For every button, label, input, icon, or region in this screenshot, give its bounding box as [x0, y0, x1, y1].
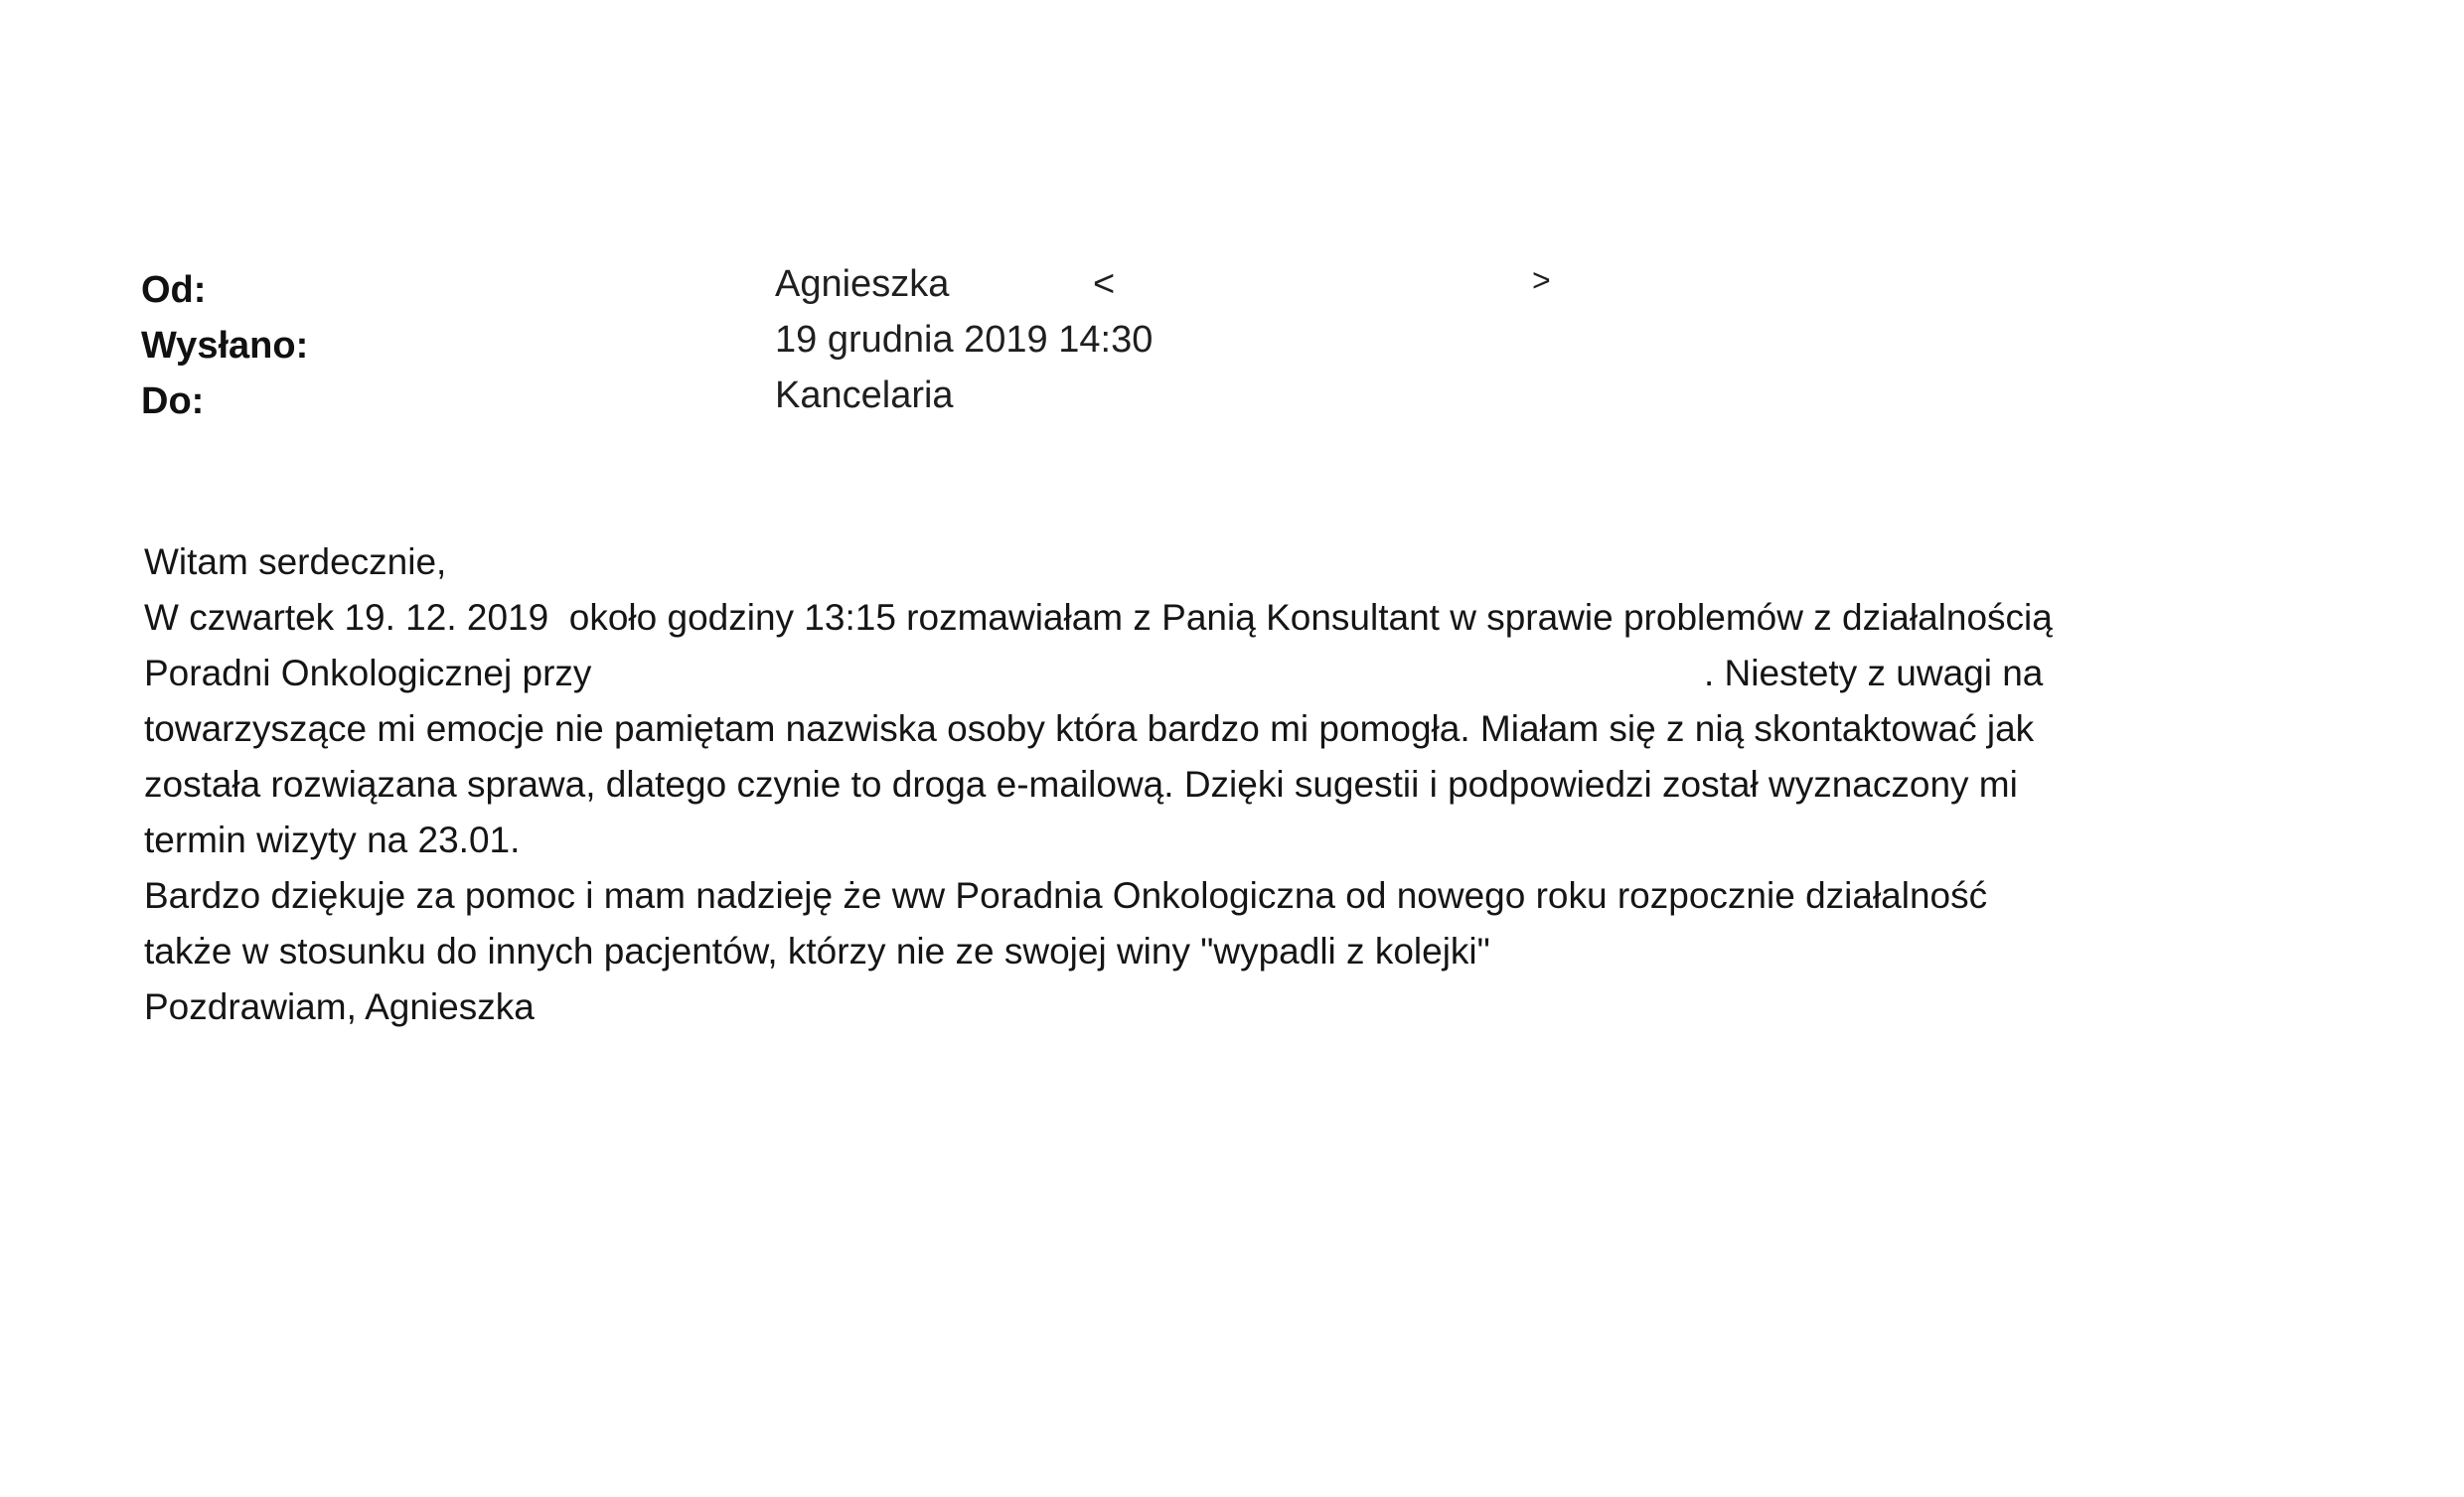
body-text: Bardzo dziękuje za pomoc i mam nadzieję że ww Poradnia Onkologiczna od nowego roku rozpocznie działalność	[144, 875, 1988, 916]
greeting: Witam serdecznie,	[144, 541, 447, 582]
body-line	[144, 979, 2389, 1035]
body-text: także w stosunku do innych pacjentów, którzy nie ze swojej winy "wypadli z kolejki"	[144, 931, 1490, 972]
body-text: . Niestety z uwagi na	[1704, 653, 2044, 693]
body-line	[144, 868, 2389, 924]
email-open-bracket: <	[1093, 263, 1116, 305]
body-text: została rozwiązana sprawa, dlatego czynie to droga e-mailową. Dzięki sugestii i podpowiedzi został wyznaczony mi	[144, 764, 2018, 805]
email-close-bracket: >	[1532, 262, 1551, 298]
signature: Pozdrawiam, Agnieszka	[144, 986, 535, 1027]
email-header	[141, 256, 1731, 423]
body-line	[144, 757, 2389, 813]
body-text: Poradni Onkologicznej przy	[144, 653, 592, 693]
body-text: towarzyszące mi emocje nie pamiętam nazwiska osoby która bardzo mi pomogła. Miałam się z nią skontaktować jak	[144, 708, 2035, 749]
body-line	[144, 590, 2389, 646]
body-line	[144, 813, 2389, 868]
from-label: Od:	[141, 269, 207, 311]
body-text: termin wizyty na 23.01.	[144, 820, 521, 860]
sent-label: Wysłano:	[141, 325, 309, 367]
body-text: W czwartek 19. 12. 2019 około godziny 13:15 rozmawiałam z Panią Konsultant w sprawie problemów z działalnością	[144, 597, 2053, 638]
sent-value: 19 grudnia 2019 14:30	[775, 319, 1154, 361]
to-value: Kancelaria	[775, 374, 954, 416]
body-line	[144, 646, 2389, 701]
from-value: Agnieszka	[775, 263, 950, 305]
email-body	[144, 534, 2389, 1035]
to-label: Do:	[141, 380, 205, 422]
to-row	[141, 368, 1731, 423]
body-line	[144, 534, 2389, 590]
from-row	[141, 256, 1731, 312]
body-line	[144, 701, 2389, 757]
sent-row	[141, 312, 1731, 368]
body-line	[144, 924, 2389, 979]
